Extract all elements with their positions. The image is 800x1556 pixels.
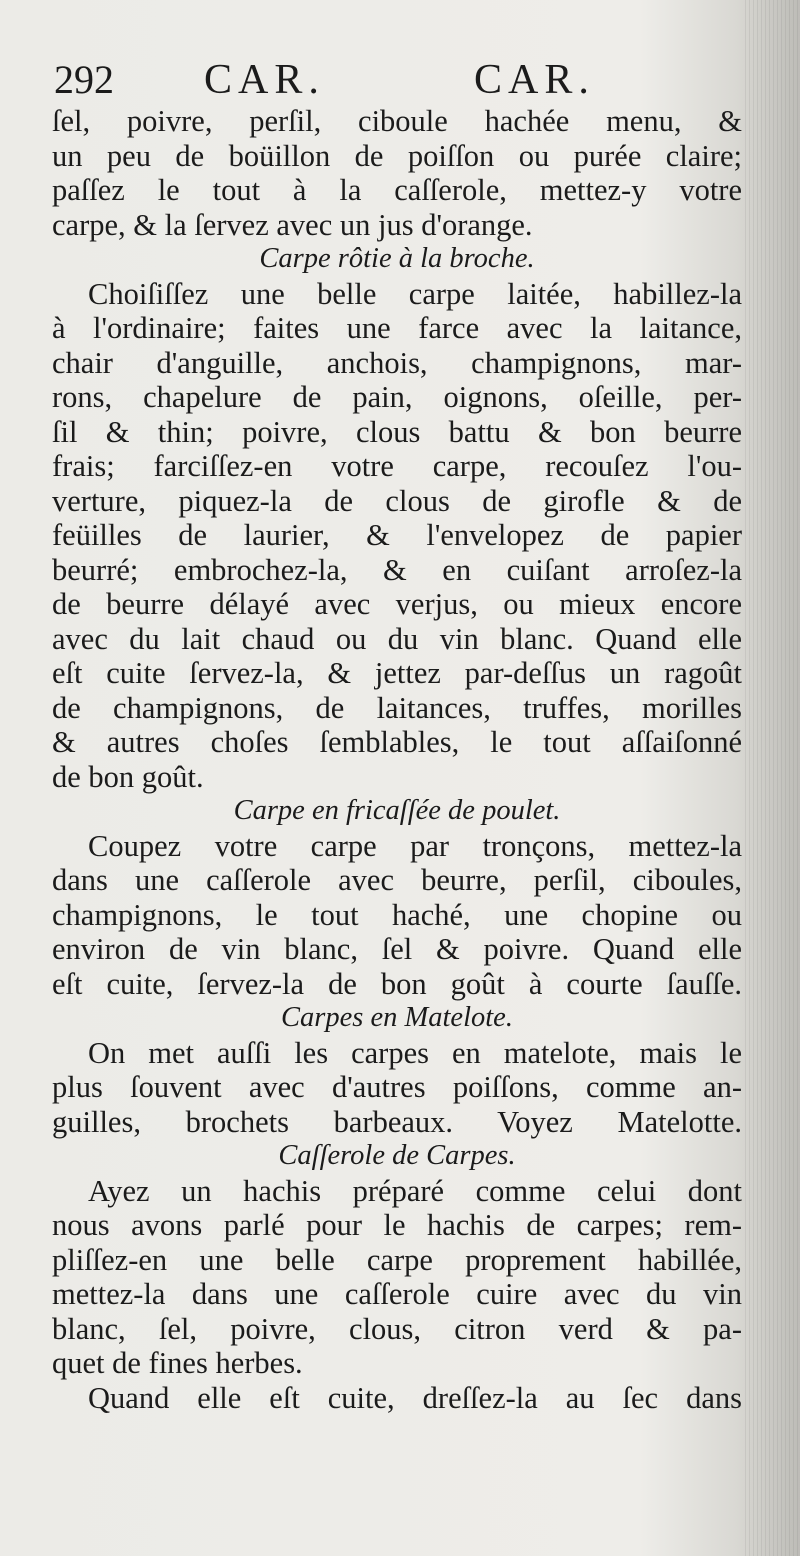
- text-line: environ de vin blanc, ſel & poivre. Quand elle: [52, 932, 742, 966]
- text-line: ſel, poivre, perſil, ciboule hachée menu, &: [52, 104, 742, 138]
- text-line: verture, piquez-la de clous de girofle & de: [52, 483, 742, 518]
- text-line: dans une caſſerole avec beurre, perſil, ciboules,: [52, 863, 742, 897]
- text-line: beurré; embrochez-la, & en cuiſant arroſez-la: [52, 552, 742, 587]
- text-line: feüilles de laurier, & l'envelopez de papier: [52, 518, 742, 552]
- paragraph-first-line: Coupez votre carpe par tronçons, mettez-la: [88, 828, 742, 863]
- text-line: blanc, ſel, poivre, clous, citron verd & pa-: [52, 1311, 742, 1346]
- paragraph-first-line: On met auſſi les carpes en matelote, mais le: [88, 1035, 742, 1070]
- text-line: de beurre délayé avec verjus, ou mieux encore: [52, 587, 742, 621]
- text-line: rons, chapelure de pain, oignons, oſeille, per-: [52, 380, 742, 414]
- text-line: champignons, le tout haché, une chopine ou: [52, 897, 742, 932]
- text-line: paſſez le tout à la caſſerole, mettez-y votre: [52, 173, 742, 207]
- text-line: nous avons parlé pour le hachis de carpes; rem-: [52, 1208, 742, 1242]
- text-line: de champignons, de laitances, truffes, morilles: [52, 690, 742, 725]
- text-line: carpe, & la ſervez avec un jus d'orange.: [52, 207, 533, 242]
- paragraph-first-line: Ayez un hachis préparé comme celui dont: [88, 1173, 742, 1208]
- text-line: plus ſouvent avec d'autres poiſſons, comme an-: [52, 1070, 742, 1104]
- page-gutter-shadow: [745, 0, 800, 1556]
- text-line: mettez-la dans une caſſerole cuire avec du vin: [52, 1277, 742, 1311]
- text-line: quet de fines herbes.: [52, 1346, 303, 1380]
- page-header: [54, 56, 614, 106]
- text-line: à l'ordinaire; faites une farce avec la laitance,: [52, 311, 742, 345]
- text-line: de bon goût.: [52, 759, 204, 794]
- running-head-right: CAR.: [474, 57, 595, 103]
- text-line: eſt cuite, ſervez-la de bon goût à courte ſauſſe.: [52, 966, 742, 1001]
- section-title: Carpe rôtie à la broche.: [259, 243, 535, 274]
- text-line: frais; farciſſez-en votre carpe, recouſez l'ou-: [52, 449, 742, 483]
- paragraph-first-line: Choiſiſſez une belle carpe laitée, habillez-la: [88, 276, 742, 311]
- body-text: [52, 104, 742, 1415]
- running-head-left: CAR.: [204, 57, 325, 103]
- page-number: 292: [54, 57, 114, 102]
- text-line: & autres choſes ſemblables, le tout aſſaiſonné: [52, 725, 742, 759]
- text-line: eſt cuite ſervez-la, & jettez par-deſſus un ragoût: [52, 656, 742, 690]
- text-line: ſil & thin; poivre, clous battu & bon beurre: [52, 414, 742, 449]
- section-title: Carpe en fricaſſée de poulet.: [233, 795, 561, 826]
- text-line: guilles, brochets barbeaux. Voyez Matelotte.: [52, 1104, 742, 1139]
- section-title: Carpes en Matelote.: [281, 1002, 513, 1033]
- text-line: chair d'anguille, anchois, champignons, mar-: [52, 345, 742, 380]
- text-line: pliſſez-en une belle carpe proprement habillée,: [52, 1242, 742, 1277]
- text-line: un peu de boüillon de poiſſon ou purée claire;: [52, 138, 742, 173]
- section-title: Caſſerole de Carpes.: [278, 1140, 516, 1171]
- text-line: avec du lait chaud ou du vin blanc. Quand elle: [52, 621, 742, 656]
- paragraph-first-line: Quand elle eſt cuite, dreſſez-la au ſec dans: [88, 1380, 742, 1415]
